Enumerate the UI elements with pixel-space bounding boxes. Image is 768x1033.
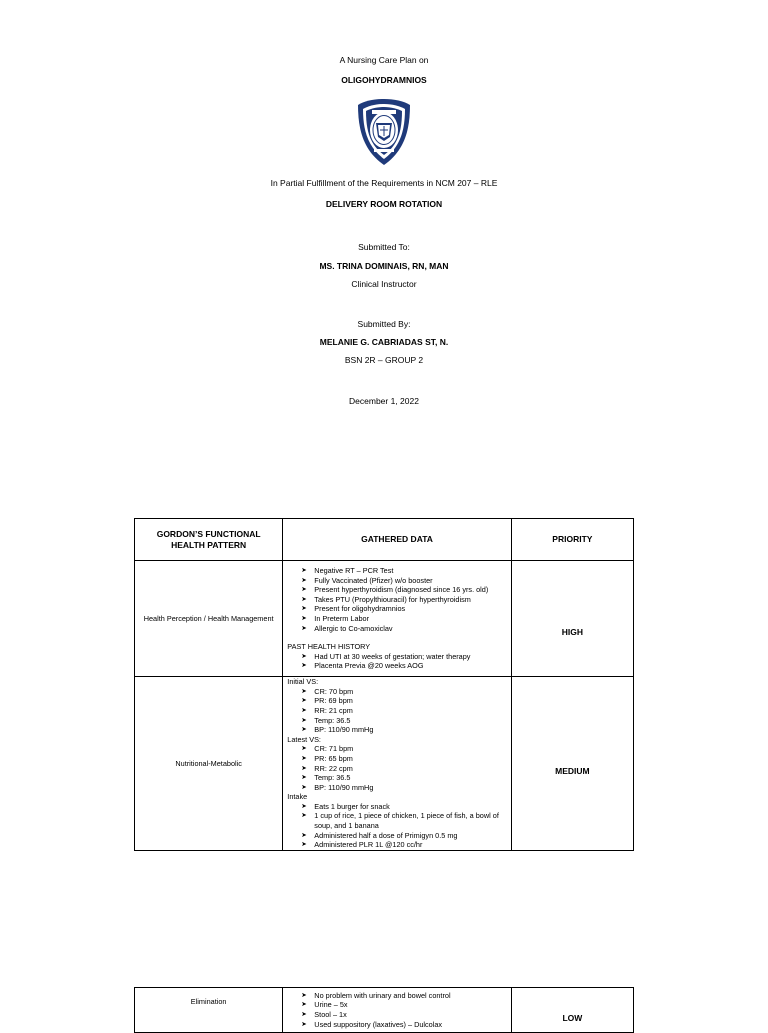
data-list [287, 802, 506, 850]
list-item: ➤ 1 cup of rice, 1 piece of chicken, 1 piece of fish, a bowl of soup, and 1 banana [301, 811, 506, 830]
list-item: ➤ Eats 1 burger for snack [301, 802, 506, 812]
data-cell [283, 988, 511, 1033]
pattern-cell: Elimination [135, 988, 283, 1033]
data-list [287, 744, 506, 792]
data-list [287, 991, 506, 1029]
data-list [287, 652, 506, 671]
assessment-table [134, 518, 634, 851]
priority-cell: HIGH [511, 561, 633, 677]
cover-topic: OLIGOHYDRAMNIOS [341, 75, 427, 85]
data-cell [283, 561, 511, 677]
list-item: ➤ Present hyperthyroidism (diagnosed since 16 yrs. old) [301, 585, 506, 595]
cover-rotation: DELIVERY ROOM ROTATION [325, 199, 443, 209]
submitted-to-name: MS. TRINA DOMINAIS, RN, MAN [319, 261, 449, 271]
list-item: ➤ Administered half a dose of Primigyn 0.5 mg [301, 831, 506, 841]
list-item: ➤ Urine – 5x [301, 1000, 506, 1010]
header-gathered-data: GATHERED DATA [283, 519, 511, 561]
list-item: ➤ Takes PTU (Propylthiouracil) for hyperthyroidism [301, 595, 506, 605]
list-item: ➤ Temp: 36.5 [301, 773, 506, 783]
list-item: ➤ Temp: 36.5 [301, 716, 506, 726]
data-list [287, 687, 506, 735]
priority-cell: LOW [511, 988, 633, 1033]
latest-vs-label: Latest VS: [287, 734, 321, 744]
list-item: ➤ Allergic to Co-amoxiclav [301, 624, 506, 634]
list-item: ➤ BP: 110/90 mmHg [301, 783, 506, 793]
table-header-row [135, 519, 634, 561]
list-item: ➤ BP: 110/90 mmHg [301, 725, 506, 735]
list-item: ➤ Placenta Previa @20 weeks AOG [301, 661, 506, 671]
submitted-by-name: MELANIE G. CABRIADAS ST, N. [319, 337, 449, 347]
submitted-by-label: Submitted By: [357, 319, 411, 329]
list-item: ➤ Had UTI at 30 weeks of gestation; water therapy [301, 652, 506, 662]
list-item: ➤ CR: 71 bpm [301, 744, 506, 754]
college-seal-icon [356, 97, 412, 167]
past-health-history-label: PAST HEALTH HISTORY [287, 642, 371, 652]
table-row [135, 677, 634, 851]
list-item: ➤ Fully Vaccinated (Pfizer) w/o booster [301, 576, 506, 586]
header-priority: PRIORITY [511, 519, 633, 561]
submitted-by-section: BSN 2R – GROUP 2 [344, 355, 424, 365]
list-item: ➤ Used suppository (laxatives) – Dulcolax [301, 1020, 506, 1030]
submission-date: December 1, 2022 [349, 396, 419, 406]
assessment-table-continued [134, 987, 634, 1033]
cover-fulfillment: In Partial Fulfillment of the Requirements in NCM 207 – RLE [270, 178, 498, 188]
pattern-cell: Nutritional-Metabolic [135, 677, 283, 851]
list-item: ➤ RR: 22 cpm [301, 764, 506, 774]
priority-cell: MEDIUM [511, 677, 633, 851]
list-item: ➤ In Preterm Labor [301, 614, 506, 624]
header-gordon-pattern: GORDON’S FUNCTIONAL HEALTH PATTERN [135, 519, 283, 561]
submitted-to-label: Submitted To: [358, 242, 410, 252]
pattern-cell: Health Perception / Health Management [135, 561, 283, 677]
list-item: ➤ PR: 69 bpm [301, 696, 506, 706]
list-item: ➤ PR: 65 bpm [301, 754, 506, 764]
data-list [287, 566, 506, 633]
cover-intro-line: A Nursing Care Plan on [339, 55, 429, 65]
list-item: ➤ Negative RT – PCR Test [301, 566, 506, 576]
table-row [135, 561, 634, 677]
list-item: ➤ No problem with urinary and bowel control [301, 991, 506, 1001]
list-item: ➤ RR: 21 cpm [301, 706, 506, 716]
submitted-to-role: Clinical Instructor [351, 279, 417, 289]
list-item: ➤ Administered PLR 1L @120 cc/hr [301, 840, 506, 850]
list-item: ➤ CR: 70 bpm [301, 687, 506, 697]
initial-vs-label: Initial VS: [287, 677, 319, 687]
table-row [135, 988, 634, 1033]
list-item: ➤ Stool – 1x [301, 1010, 506, 1020]
list-item: ➤ Present for oligohydramnios [301, 604, 506, 614]
data-cell [283, 677, 511, 851]
intake-label: Intake [287, 792, 308, 802]
